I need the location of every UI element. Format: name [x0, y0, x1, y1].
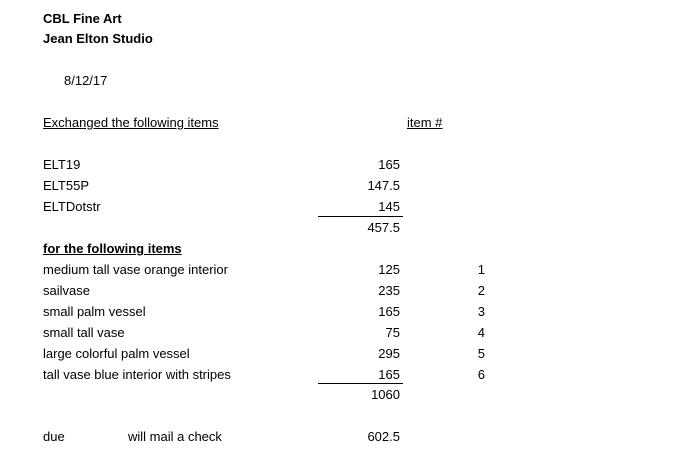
received-item-amount: 125: [378, 262, 400, 277]
received-item-number: 2: [477, 283, 485, 298]
received-heading: for the following items: [43, 241, 182, 256]
received-item-number: 6: [477, 367, 485, 382]
received-item-name: small palm vessel: [43, 304, 146, 319]
exchanged-item-amount: 165: [378, 157, 400, 172]
exchanged-item-code: ELT19: [43, 157, 81, 172]
exchanged-heading: Exchanged the following items: [43, 115, 219, 130]
received-item-name: tall vase blue interior with stripes: [43, 367, 231, 382]
received-item-name: large colorful palm vessel: [43, 346, 190, 361]
received-item-amount: 165: [378, 367, 400, 382]
payment-note: will mail a check: [128, 429, 222, 444]
received-total: 1060: [371, 387, 400, 402]
exchanged-subtotal-rule: [318, 216, 403, 217]
received-subtotal-rule: [318, 383, 403, 384]
received-item-number: 1: [477, 262, 485, 277]
exchanged-item-code: ELTDotstr: [43, 199, 101, 214]
studio-name: Jean Elton Studio: [43, 31, 153, 46]
exchanged-item-amount: 145: [378, 199, 400, 214]
received-item-name: medium tall vase orange interior: [43, 262, 228, 277]
amount-due: 602.5: [367, 429, 400, 444]
due-label: due: [43, 429, 65, 444]
received-item-name: sailvase: [43, 283, 90, 298]
received-item-number: 3: [477, 304, 485, 319]
received-item-name: small tall vase: [43, 325, 125, 340]
received-item-amount: 295: [378, 346, 400, 361]
received-item-number: 5: [477, 346, 485, 361]
received-item-amount: 75: [385, 325, 400, 340]
received-item-number: 4: [477, 325, 485, 340]
exchanged-total: 457.5: [367, 220, 400, 235]
received-item-amount: 165: [378, 304, 400, 319]
company-name: CBL Fine Art: [43, 11, 122, 26]
received-item-amount: 235: [378, 283, 400, 298]
item-number-column-label: item #: [407, 115, 443, 130]
document-date: 8/12/17: [64, 73, 108, 88]
exchanged-item-amount: 147.5: [367, 178, 400, 193]
exchanged-item-code: ELT55P: [43, 178, 90, 193]
